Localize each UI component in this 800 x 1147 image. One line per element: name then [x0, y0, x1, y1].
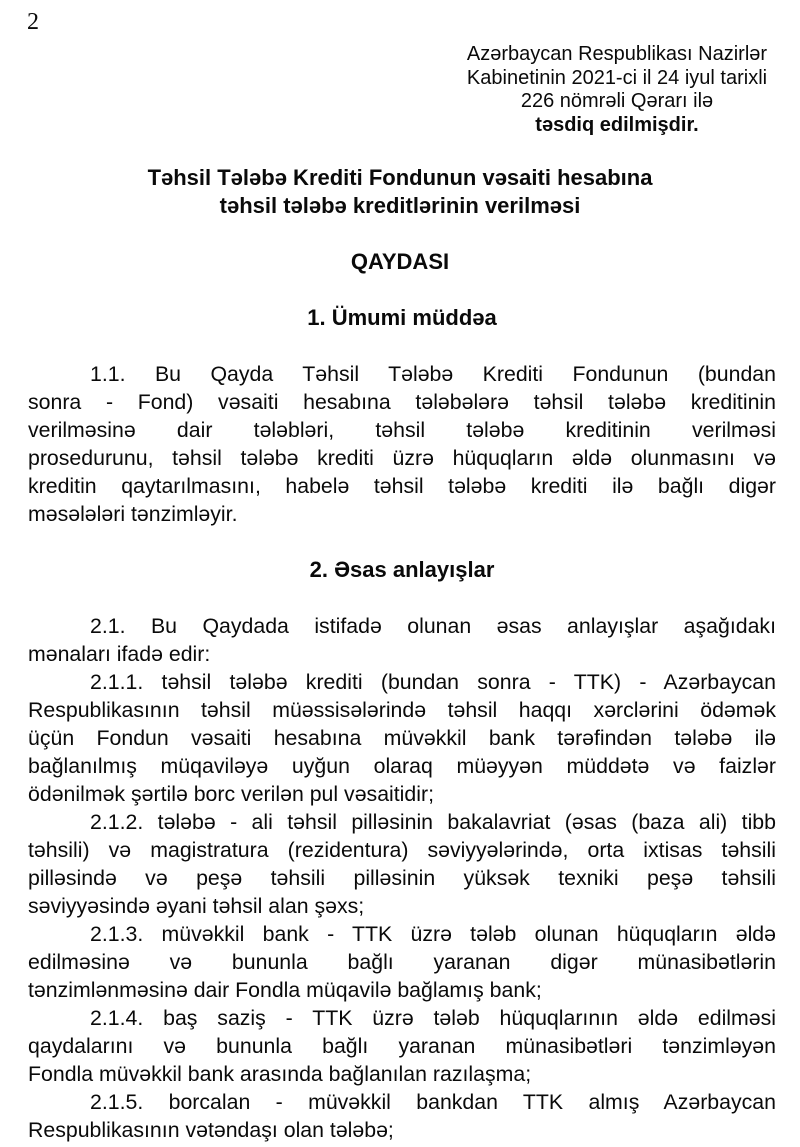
approval-note-line: Azərbaycan Respublikası Nazirlər	[466, 43, 768, 65]
text-line: təhsili) və magistratura (rezidentura) səviyyələrində, orta ixtisas təhsili	[28, 838, 776, 862]
text-line: 2.1. Bu Qaydada istifadə olunan əsas anlayışlar aşağıdakı	[90, 614, 776, 638]
text-line: prosedurunu, təhsil tələbə krediti üzrə hüquqların əldə olunmasını və	[28, 446, 776, 470]
text-line: bağlanılmış müqaviləyə uyğun olaraq müəyyən müddətə və faizlər	[28, 754, 776, 778]
document-type-label: QAYDASI	[350, 249, 450, 274]
text-line: 1.1. Bu Qayda Təhsil Tələbə Krediti Fondunun (bundan	[90, 362, 776, 386]
paragraph	[28, 1004, 776, 1088]
text-line: mənaları ifadə edir:	[28, 642, 211, 666]
paragraph	[28, 1088, 776, 1144]
text-line: üçün Fondun vəsaiti hesabına müvəkkil bank tərəfindən tələbə ilə	[28, 726, 776, 750]
text-line: Respublikasının təhsil müəssisələrində təhsil haqqı xərclərini ödəmək	[28, 698, 776, 722]
text-line: verilməsinə dair tələbləri, təhsil tələbə kreditinin verilməsi	[28, 418, 776, 442]
paragraph	[28, 360, 776, 528]
text-line: Fondla müvəkkil bank arasında bağlanılan razılaşma;	[28, 1062, 532, 1086]
paragraph	[28, 808, 776, 920]
approval-note-line: Kabinetinin 2021-ci il 24 iyul tarixli	[466, 66, 768, 89]
document-title-line: təhsil tələbə kreditlərinin verilməsi	[219, 193, 581, 218]
paragraph	[28, 612, 776, 668]
text-line: 2.1.3. müvəkkil bank - TTK üzrə tələb olunan hüquqların əldə	[90, 922, 776, 946]
text-line: 2.1.4. baş saziş - TTK üzrə tələb hüquqlarının əldə edilməsi	[90, 1006, 776, 1030]
approval-note-line: 226 nömrəli Qərarı ilə	[520, 90, 714, 112]
text-line: tənzimlənməsinə dair Fondla müqavilə bağlamış bank;	[28, 978, 542, 1002]
text-line: məsələləri tənzimləyir.	[28, 502, 238, 526]
document-title	[0, 164, 800, 220]
section-heading: 2. Əsas anlayışlar	[309, 557, 495, 582]
text-line: kreditin qaytarılmasını, habelə təhsil tələbə krediti ilə bağlı digər	[28, 474, 776, 498]
document-body	[28, 304, 776, 1144]
text-line: Respublikasının vətəndaşı olan tələbə;	[28, 1118, 394, 1142]
text-line: qaydalarını və bununla bağlı yaranan münasibətləri tənzimləyən	[28, 1034, 776, 1058]
approval-note	[452, 0, 782, 137]
text-line: ödənilmək şərtilə borc verilən pul vəsaitidir;	[28, 782, 435, 806]
section-heading: 1. Ümumi müddəa	[307, 305, 497, 330]
text-line: sonra - Fond) vəsaiti hesabına tələbələrə təhsil tələbə kreditinin	[28, 390, 776, 414]
approval-note-emphasis: təsdiq edilmişdir.	[535, 113, 699, 136]
paragraph	[28, 668, 776, 808]
page-number: 2	[27, 9, 39, 35]
paragraph	[28, 920, 776, 1004]
text-line: 2.1.2. tələbə - ali təhsil pilləsinin bakalavriat (əsas (baza ali) tibb	[90, 810, 776, 834]
text-line: pilləsində və peşə təhsili pilləsinin yüksək texniki peşə təhsili	[28, 866, 776, 890]
text-line: 2.1.5. borcalan - müvəkkil bankdan TTK almış Azərbaycan	[90, 1090, 776, 1114]
text-line: səviyyəsində əyani təhsil alan şəxs;	[28, 894, 365, 918]
text-line: edilməsinə və bununla bağlı yaranan digər münasibətlərin	[28, 950, 776, 974]
document-title-line: Təhsil Tələbə Krediti Fondunun vəsaiti hesabına	[147, 165, 653, 190]
text-line: 2.1.1. təhsil tələbə krediti (bundan sonra - TTK) - Azərbaycan	[90, 670, 776, 694]
